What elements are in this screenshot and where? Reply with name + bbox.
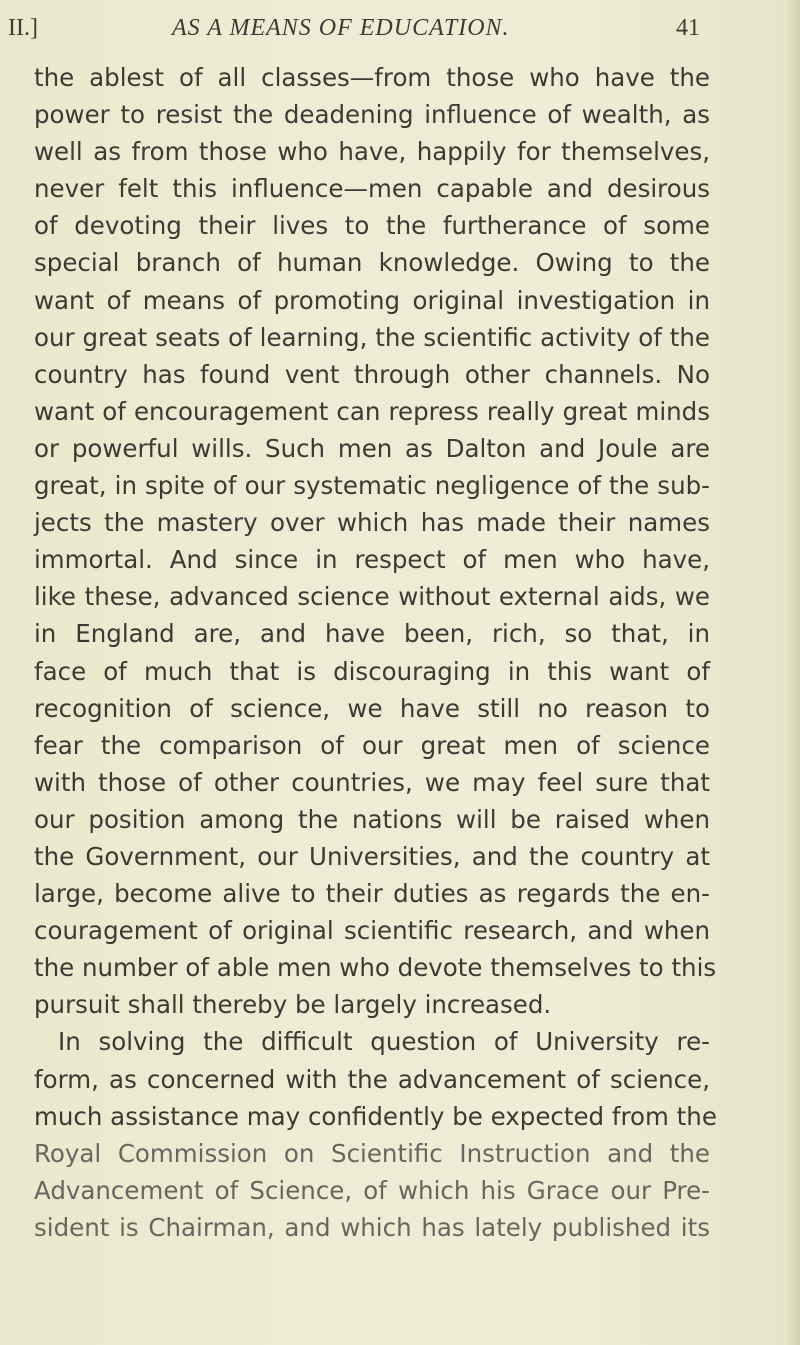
text-line: In solving the difficult question of University re- — [58, 1027, 710, 1057]
text-line: pursuit shall thereby be largely increased. — [34, 990, 552, 1020]
text-line: great, in spite of our systematic negligence of the sub- — [34, 471, 710, 501]
text-line: the ablest of all classes—from those who have the — [34, 63, 710, 92]
body-text — [34, 59, 717, 1246]
text-line: much assistance may confidently be expected from the — [34, 1101, 717, 1131]
running-header — [0, 12, 800, 44]
text-line: couragement of original scientific research, and when — [34, 916, 710, 946]
text-line: with those of other countries, we may feel sure that — [34, 767, 710, 797]
text-line: Advancement of Science, of which his Grace our Pre- — [34, 1175, 710, 1205]
text-line: or powerful wills. Such men as Dalton and Joule are — [34, 433, 710, 463]
text-line: our position among the nations will be raised when — [34, 804, 710, 834]
text-line: face of much that is discouraging in this want of — [34, 656, 710, 686]
text-line: recognition of science, we have still no reason to — [34, 693, 710, 723]
text-line: like these, advanced science without external aids, we — [34, 582, 710, 612]
page-number: 41 — [676, 15, 700, 41]
text-line: Royal Commission on Scientific Instruction and the — [34, 1138, 710, 1168]
text-line: jects the mastery over which has made their names — [34, 508, 710, 538]
text-line: sident is Chairman, and which has lately published its — [34, 1212, 710, 1242]
text-line: special branch of human knowledge. Owing to the — [34, 248, 710, 278]
text-line: of devoting their lives to the furtherance of some — [34, 211, 710, 241]
text-line: want of means of promoting original investigation in — [34, 285, 710, 315]
text-line: never felt this influence—men capable and desirous — [34, 174, 710, 204]
text-line: our great seats of learning, the scientific activity of the — [34, 322, 710, 352]
section-marker: II.] — [8, 15, 38, 41]
text-line: immortal. And since in respect of men who have, — [34, 545, 710, 575]
text-line: the Government, our Universities, and the country at — [34, 841, 710, 871]
text-line: fear the comparison of our great men of science — [34, 730, 710, 760]
text-line: power to resist the deadening influence of wealth, as — [34, 100, 710, 130]
text-line: well as from those who have, happily for themselves, — [34, 137, 710, 167]
text-line: form, as concerned with the advancement of science, — [34, 1064, 710, 1094]
text-line: the number of able men who devote themselves to this — [34, 953, 717, 983]
text-line: large, become alive to their duties as regards the en- — [34, 879, 710, 909]
running-title: AS A MEANS OF EDUCATION. — [172, 15, 510, 41]
text-line: want of encouragement can repress really great minds — [34, 396, 710, 426]
text-line: in England are, and have been, rich, so that, in — [34, 619, 710, 649]
page-edge-shadow — [786, 0, 800, 1345]
text-line: country has found vent through other channels. No — [34, 359, 710, 389]
